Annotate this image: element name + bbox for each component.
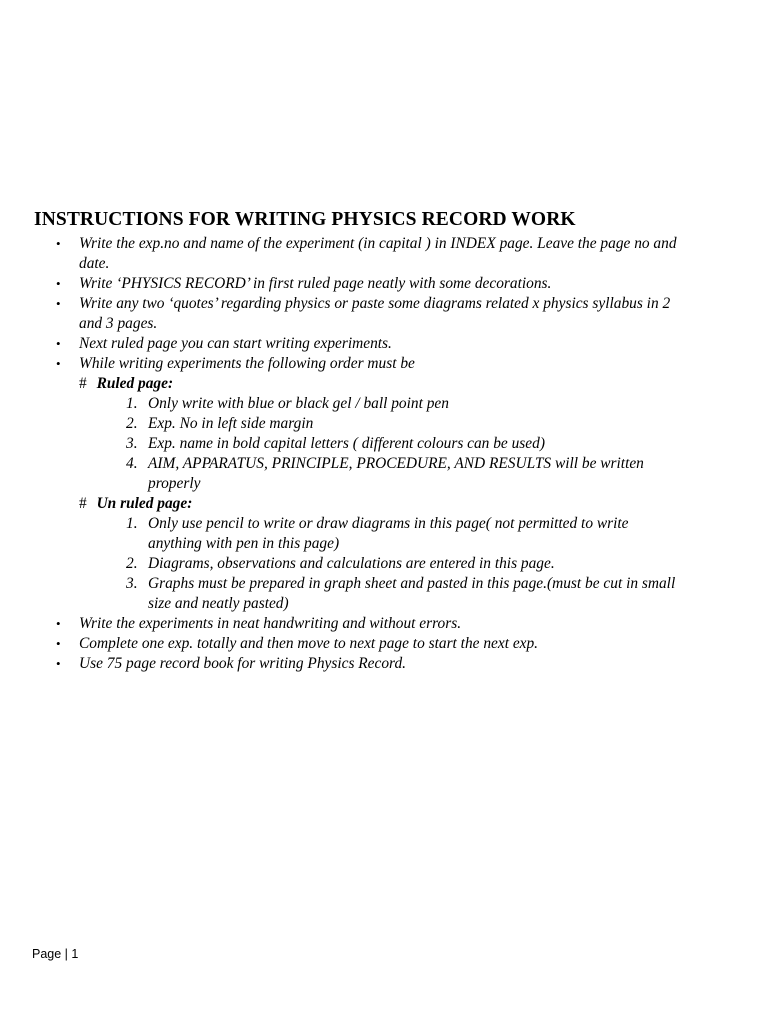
bullet-text: Write any two ‘quotes’ regarding physics or paste some diagrams related x physics syllabus in 2: [79, 295, 671, 312]
numbered-item: [0, 394, 768, 414]
item-number: 2.: [126, 555, 138, 572]
bullet-text: Write ‘PHYSICS RECORD’ in first ruled page neatly with some decorations.: [79, 275, 552, 292]
item-text-cont: anything with pen in this page): [148, 535, 340, 552]
hash-marker: #: [79, 375, 87, 392]
unruled-page-section: [0, 494, 768, 614]
item-number: 3.: [126, 435, 138, 452]
bullet-item: [0, 234, 768, 274]
numbered-item: [0, 514, 768, 534]
bullet-text: Write the experiments in neat handwriting and without errors.: [79, 615, 462, 632]
item-number: 1.: [126, 395, 138, 412]
bullet-text: Write the exp.no and name of the experiment (in capital ) in INDEX page. Leave the page no and: [79, 235, 677, 252]
numbered-item: [0, 414, 768, 434]
page-title: INSTRUCTIONS FOR WRITING PHYSICS RECORD WORK: [34, 209, 576, 230]
unruled-page-heading: Un ruled page:: [96, 495, 193, 512]
bullet-text: Next ruled page you can start writing experiments.: [79, 335, 392, 352]
hash-marker: #: [79, 495, 87, 512]
bullet-text: Use 75 page record book for writing Physics Record.: [79, 655, 406, 672]
bullet-item: [0, 334, 768, 354]
bullet-item: [0, 634, 768, 654]
bullet-text-cont: date.: [79, 255, 110, 272]
item-text: Graphs must be prepared in graph sheet and pasted in this page.(must be cut in small: [148, 575, 676, 592]
item-number: 4.: [126, 455, 138, 472]
item-text: Only write with blue or black gel / ball point pen: [148, 395, 449, 412]
item-text: Exp. No in left side margin: [148, 415, 314, 432]
bullet-text: While writing experiments the following order must be: [79, 355, 415, 372]
bullet-item: [0, 614, 768, 634]
ruled-page-heading: Ruled page:: [96, 375, 174, 392]
numbered-item: [0, 554, 768, 574]
item-text-cont: size and neatly pasted): [148, 595, 289, 612]
numbered-item: [0, 454, 768, 474]
item-number: 1.: [126, 515, 138, 532]
ruled-page-section: [0, 374, 768, 494]
instructions-body: [0, 234, 768, 674]
bullet-text: Complete one exp. totally and then move to next page to start the next exp.: [79, 635, 539, 652]
item-text: Only use pencil to write or draw diagrams in this page( not permitted to write: [148, 515, 629, 532]
bullet-icon: •: [56, 296, 61, 311]
bullet-icon: •: [56, 636, 61, 651]
bullet-icon: •: [56, 236, 61, 251]
bullet-icon: •: [56, 356, 61, 371]
item-text: Diagrams, observations and calculations are entered in this page.: [148, 555, 555, 572]
item-text-cont: properly: [148, 475, 201, 492]
bullet-icon: •: [56, 656, 61, 671]
bullet-text-cont: and 3 pages.: [79, 315, 158, 332]
item-text: Exp. name in bold capital letters ( different colours can be used): [148, 435, 545, 452]
bullet-icon: •: [56, 616, 61, 631]
bullet-icon: •: [56, 276, 61, 291]
item-text: AIM, APPARATUS, PRINCIPLE, PROCEDURE, AND RESULTS will be written: [148, 455, 644, 472]
bullet-item: [0, 354, 768, 374]
bullet-item: [0, 274, 768, 294]
item-number: 3.: [126, 575, 138, 592]
bullet-icon: •: [56, 336, 61, 351]
numbered-item: [0, 434, 768, 454]
page-footer: Page | 1: [32, 947, 79, 961]
bullet-item: [0, 294, 768, 334]
item-number: 2.: [126, 415, 138, 432]
bullet-item: [0, 654, 768, 674]
numbered-item: [0, 574, 768, 594]
